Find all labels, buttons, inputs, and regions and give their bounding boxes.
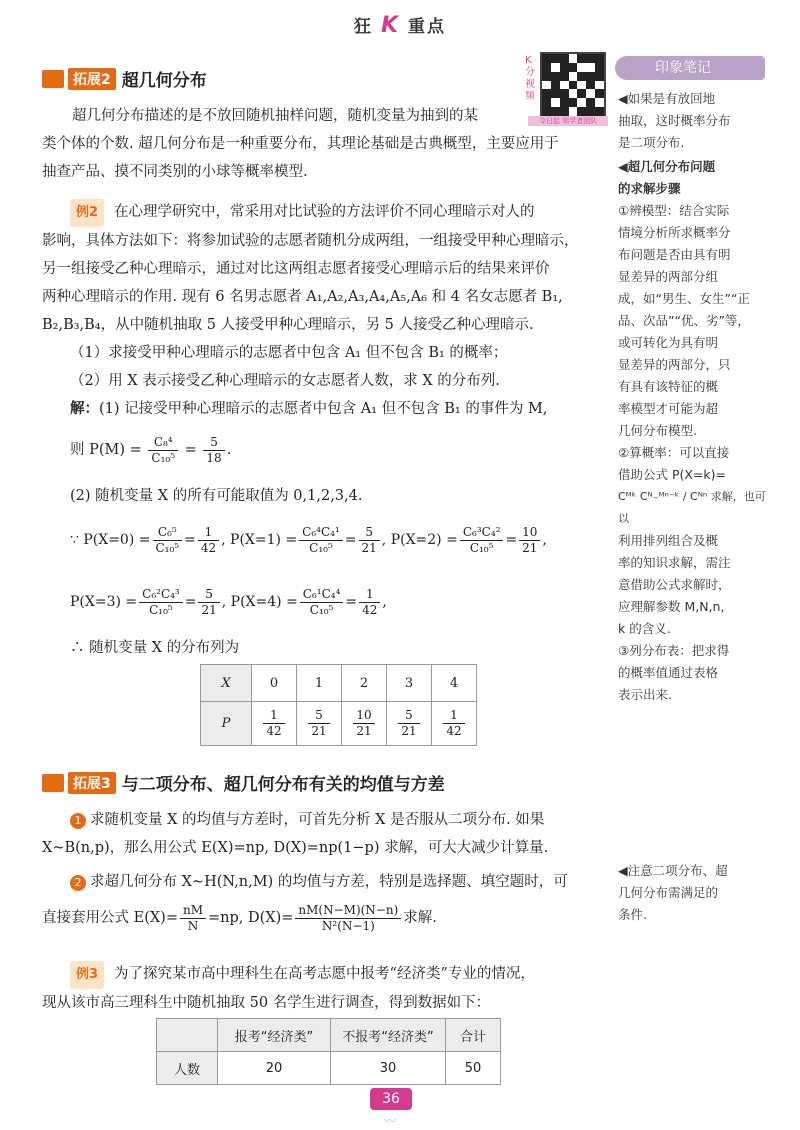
section-extension-2 <box>42 66 207 91</box>
solution-part-2: (2) 随机变量 X 的所有可能取值为 0,1,2,3,4. <box>70 488 363 504</box>
qr-label: K分视频 <box>525 55 535 102</box>
section-title: 与二项分布、超几何分布有关的均值与方差 <box>121 775 445 795</box>
data-table <box>156 1018 501 1085</box>
prob-line-1: ∵ P(X=0) = $\frac{\text{C₆⁵}}{\text{C₁₀⁵}}$ = $\frac{1}{42}$ , P(X=1) = $\frac{\text{C₆⁴C₄¹}}{\text{C₁₀⁵}}$ = $\frac{5}{21}$ , P(X=2) = $\frac{\text{C₆³C₄²}}{\text{C₁₀⁵}}$ = $\frac{10}{21}$ , <box>70 524 547 555</box>
side-note-2: ◀超几何分布问题 的求解步骤 ①辨模型：结合实际 情境分析所求概率分 布问题是否由具有明 显差异的两部分组 成，如“男生、女生”“正 品、次品”“优、劣”等， 或可转化为具有明 显差异的两部分，只 有具有该特征的概 率模型才可能为超 几何分布模型. ②算概率：可以直接 借助公式 P(X=k)= Cᴹᵏ Cᴺ₋ᴹⁿ⁻ᵏ / Cᴺⁿ 求解，也可以 利用排列组合及概 率的知识求解，需注 意借助公式求解时， 应理解参数 M,N,n, k 的含义. ③列分布表：把求得 的概率值通过表格 表示出来. <box>618 159 766 702</box>
table-row: X 0 1 2 3 4 <box>201 665 477 702</box>
header-k-logo: K <box>380 13 401 38</box>
section-bar-icon <box>42 774 64 792</box>
number-1-icon: 1 <box>70 813 86 829</box>
therefore-line: ∴ 随机变量 X 的分布列为 <box>70 640 240 656</box>
example-2: 例2 在心理学研究中，常采用对比试验的方法评价不同心理暗示对人的 影响，具体方法如下：将参加试验的志愿者随机分成两组，一组接受甲种心理暗示， 另一组接受乙种心理暗示，通过对比这两组志愿者接受心理暗示后的结果来评价 两种心理暗示的作用. 现有 6 名男志愿者 A₁,A₂,A₃,A₄,A₅,A₆ 和 4 名女志愿者 B₁, B₂,B₃,B₄，从中随机抽取 5 人接受甲种心理暗示，另 5 人接受乙种心理暗示. （1）求接受甲种心理暗示的志愿者中包含 A₁ 但不包含 B₁ 的概率； （2）用 X 表示接受乙种心理暗示的女志愿者人数，求 X 的分布列. 解：(1) 记接受甲种心理暗示的志愿者中包含 A₁ 但不包含 B₁ 的事件为 M, <box>42 198 612 423</box>
qr-caption: 今日起 领学者团队 <box>528 116 608 126</box>
side-note-1: ◀如果是有放回地 抽取，这时概率分布 是二项分布. <box>618 91 731 150</box>
hypergeometric-formula: 直接套用公式 E(X)= $\frac{nM}{N}$ =np, D(X)= $\frac{nM(N-M)(N-n)}{\text{N²(N−1)}}$ 求解. <box>42 902 437 933</box>
header-right: 重点 <box>407 17 446 37</box>
section2-items: 1 求随机变量 X 的均值与方差时，可首先分析 X 是否服从二项分布. 如果 X~B(n,p)，那么用公式 E(X)=np, D(X)=np(1−p) 求解，可大大减少计算量. 2 求超几何分布 X~H(N,n,M) 的均值与方差，特别是选择题、填空题时，可 <box>42 812 568 890</box>
table-row: 报考“经济类” 不报考“经济类” 合计 <box>157 1019 501 1052</box>
prob-line-2: P(X=3) = $\frac{\text{C₆²C₄³}}{\text{C₁₀⁵}}$ = $\frac{5}{21}$ , P(X=4) = $\frac{\text{C₆¹C₄⁴}}{\text{C₁₀⁵}}$ = $\frac{1}{42}$ , <box>70 586 387 617</box>
distribution-table <box>200 664 477 746</box>
example-3: 例3 为了探究某市高中理科生在高考志愿中报考“经济类”专业的情况， 现从该市高三理科生中随机抽取 50 名学生进行调查，得到数据如下： <box>42 960 612 1017</box>
section-tag: 拓展3 <box>68 772 116 794</box>
section-extension-3 <box>42 770 445 795</box>
number-2-icon: 2 <box>70 875 86 891</box>
table-row: P $\frac{1}{42}$ $\frac{5}{21}$ $\frac{10}{21}$ $\frac{5}{21}$ $\frac{1}{42}$ <box>201 702 477 746</box>
page-number: 36 <box>370 1088 412 1110</box>
example-tag: 例2 <box>70 199 104 227</box>
header-left: 狂 <box>354 17 374 37</box>
example-tag: 例3 <box>70 961 104 989</box>
section1-paragraph: 超几何分布描述的是不放回随机抽样问题，随机变量为抽到的某 类个体的个数. 超几何分布是一种重要分布，其理论基础是古典概型，主要应用于 抽查产品、摸不同类别的小球等概率模型. <box>42 108 559 180</box>
section-title: 超几何分布 <box>121 71 207 91</box>
page-header <box>0 12 800 38</box>
pm-formula: 则 P(M) = $\frac{\text{C₈⁴}}{\text{C₁₀⁵}}$ = $\frac{5}{18}$ . <box>70 434 232 465</box>
section-bar-icon <box>42 70 64 88</box>
section-tag: 拓展2 <box>68 68 116 90</box>
bird-icon: 〰 <box>384 1114 397 1128</box>
side-note-3: ◀注意二项分布、超 几何分布需满足的 条件. <box>618 863 728 922</box>
table-row: 人数 20 30 50 <box>157 1052 501 1085</box>
notes-header: 印象笔记 <box>615 56 765 80</box>
